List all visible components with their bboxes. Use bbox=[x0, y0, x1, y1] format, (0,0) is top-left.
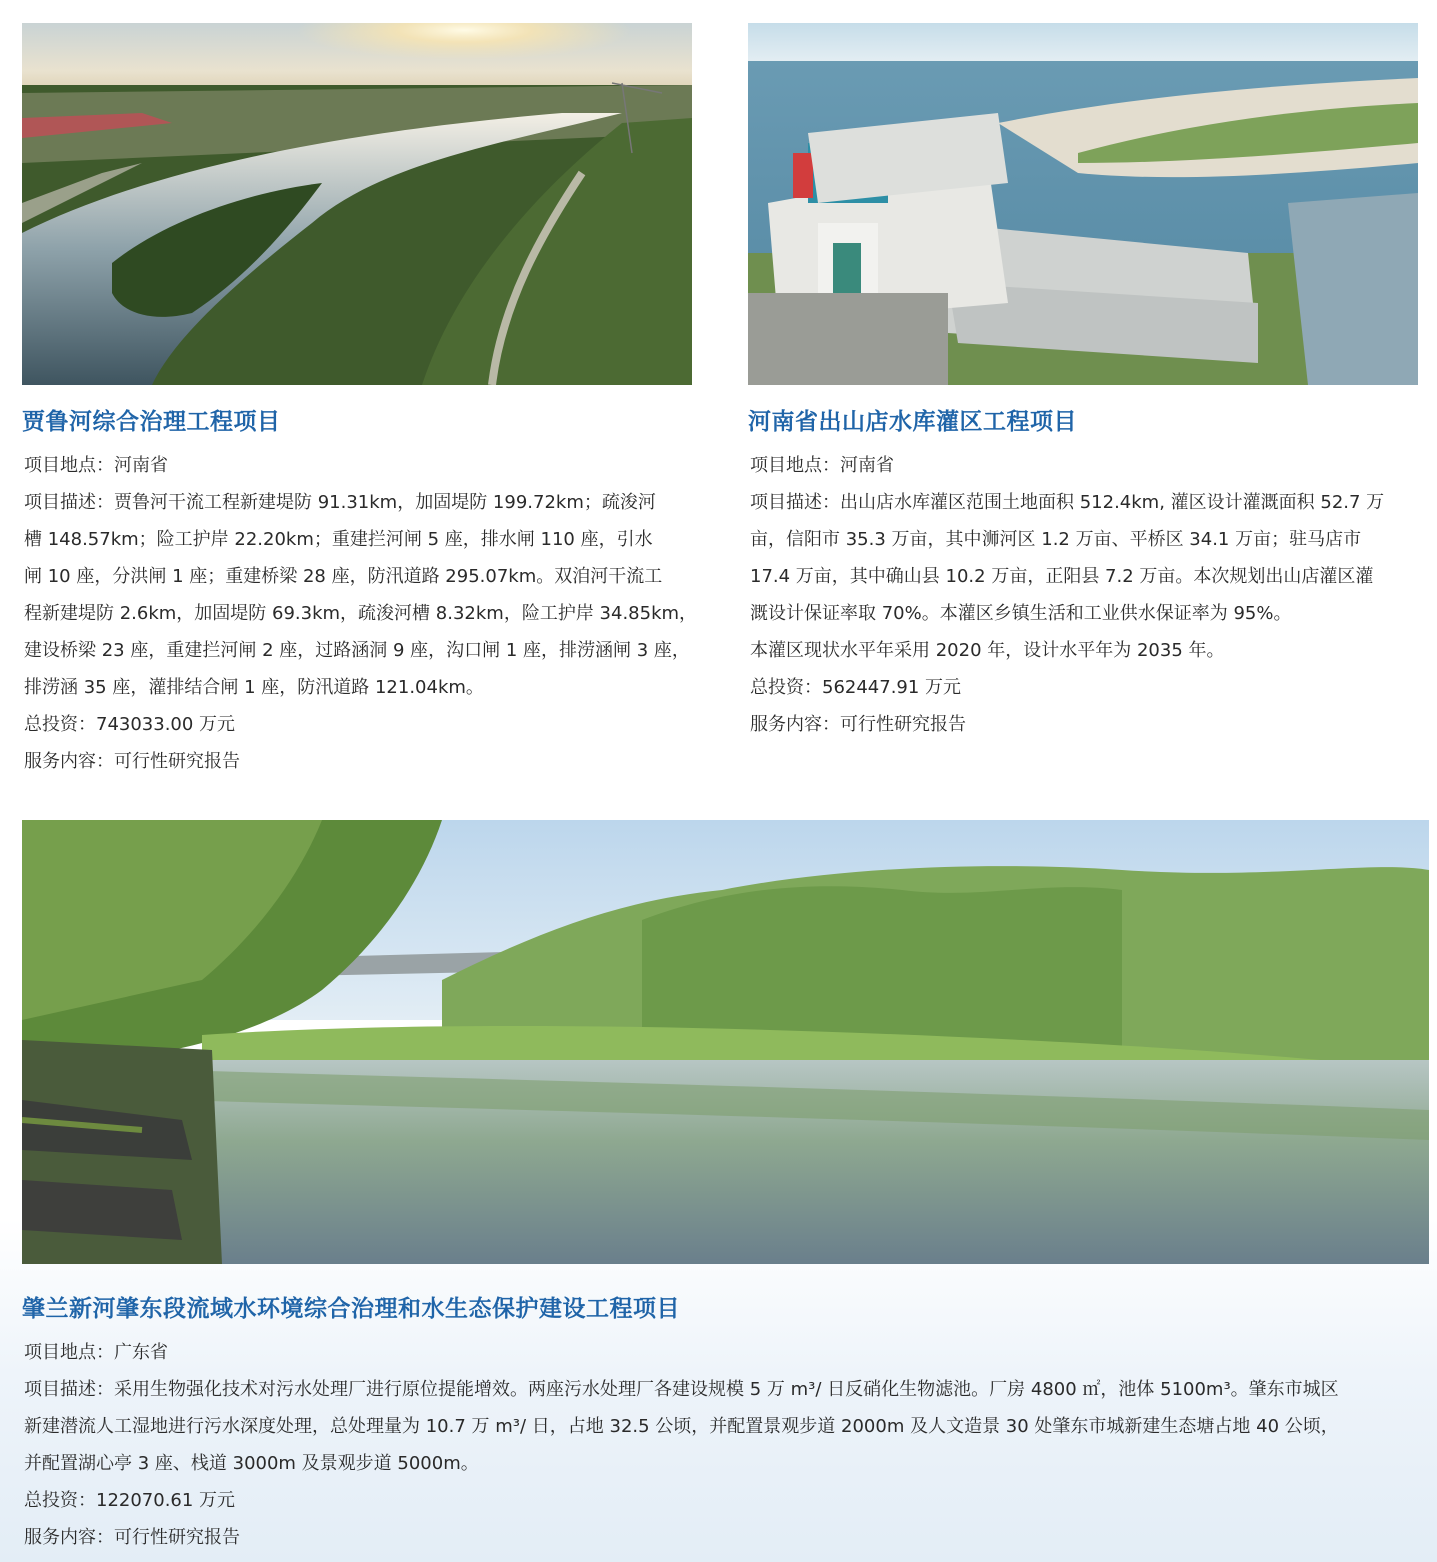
project-description: 项目描述：采用生物强化技术对污水处理厂进行原位提能增效。两座污水处理厂各建设规模 5 万 m³/ 日反硝化生物滤池。厂房 4800 ㎡，池体 5100m³。肇东市城区 bbox=[24, 1379, 1339, 1400]
project-photo-jialu-river bbox=[22, 23, 692, 385]
project-description-line: 亩，信阳市 35.3 万亩，其中浉河区 1.2 万亩、平桥区 34.1 万亩；驻马店市 bbox=[750, 529, 1362, 550]
project-description-line: 并配置湖心亭 3 座、栈道 3000m 及景观步道 5000m。 bbox=[24, 1453, 479, 1474]
project-location: 项目地点：河南省 bbox=[24, 455, 168, 476]
reservoir-sluice-gate-photo bbox=[748, 23, 1418, 385]
project-location: 项目地点：河南省 bbox=[750, 455, 894, 476]
project-description: 项目描述：出山店水库灌区范围土地面积 512.4km, 灌区设计灌溉面积 52.7 万 bbox=[750, 492, 1385, 513]
project-location: 项目地点：广东省 bbox=[24, 1342, 168, 1363]
project-investment: 总投资：743033.00 万元 bbox=[24, 714, 236, 735]
project-description-line: 槽 148.57km；险工护岸 22.20km；重建拦河闸 5 座，排水闸 110 座，引水 bbox=[24, 529, 653, 550]
project-description-line: 建设桥梁 23 座，重建拦河闸 2 座，过路涵洞 9 座，沟口闸 1 座，排涝涵闸 3 座， bbox=[24, 640, 690, 661]
wetland-river-willows-photo bbox=[22, 820, 1429, 1264]
project-title: 贾鲁河综合治理工程项目 bbox=[22, 409, 281, 435]
project-photo-chushandian-reservoir bbox=[748, 23, 1418, 385]
project-description-line: 新建潜流人工湿地进行污水深度处理，总处理量为 10.7 万 m³/ 日，占地 32.5 公顷，并配置景观步道 2000m 及人文造景 30 处肇东市城新建生态塘占地 40 公顷， bbox=[24, 1416, 1339, 1437]
project-jialu-river bbox=[22, 404, 702, 780]
project-photo-zhaolan-river bbox=[22, 820, 1429, 1264]
project-investment: 总投资：562447.91 万元 bbox=[750, 677, 962, 698]
project-service: 服务内容：可行性研究报告 bbox=[750, 714, 966, 735]
project-description: 项目描述：贾鲁河干流工程新建堤防 91.31km，加固堤防 199.72km；疏浚河 bbox=[24, 492, 656, 513]
project-chushandian bbox=[748, 404, 1428, 743]
project-title: 肇兰新河肇东段流域水环境综合治理和水生态保护建设工程项目 bbox=[22, 1296, 680, 1322]
project-description-line: 排涝涵 35 座，灌排结合闸 1 座，防汛道路 121.04km。 bbox=[24, 677, 484, 698]
project-description-line: 本灌区现状水平年采用 2020 年，设计水平年为 2035 年。 bbox=[750, 640, 1225, 661]
project-title: 河南省出山店水库灌区工程项目 bbox=[748, 409, 1077, 435]
project-description-line: 17.4 万亩，其中确山县 10.2 万亩，正阳县 7.2 万亩。本次规划出山店灌区灌 bbox=[750, 566, 1374, 587]
project-service: 服务内容：可行性研究报告 bbox=[24, 1527, 240, 1548]
project-zhaolan-river bbox=[22, 1291, 1432, 1556]
river-sunset-aerial-photo bbox=[22, 23, 692, 385]
project-service: 服务内容：可行性研究报告 bbox=[24, 751, 240, 772]
project-description-line: 溉设计保证率取 70%。本灌区乡镇生活和工业供水保证率为 95%。 bbox=[750, 603, 1292, 624]
project-description-line: 闸 10 座，分洪闸 1 座；重建桥梁 28 座，防汛道路 295.07km。双洎河干流工 bbox=[24, 566, 663, 587]
project-description-line: 程新建堤防 2.6km，加固堤防 69.3km，疏浚河槽 8.32km，险工护岸 34.85km， bbox=[24, 603, 698, 624]
project-investment: 总投资：122070.61 万元 bbox=[24, 1490, 236, 1511]
